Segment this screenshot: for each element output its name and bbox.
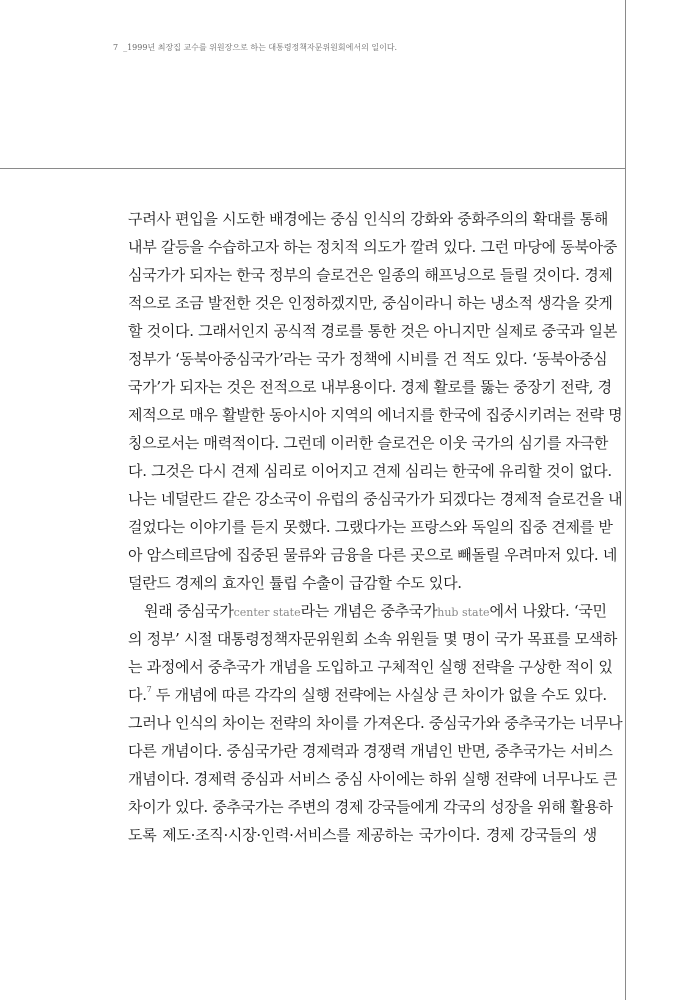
text-run: 에서 나왔다. ‘국민 (489, 602, 607, 620)
footnote-reference[interactable]: 7 (146, 685, 152, 694)
footnote-separator-rule (0, 168, 626, 169)
footnote-text: _1999년 최장집 교수를 위원장으로 하는 대통령정책자문위원회에서의 일이다. (123, 43, 398, 52)
text-line: 나는 네덜란드 같은 강소국이 유럽의 중심국가가 되겠다는 경제적 슬로건을 내 (128, 490, 623, 508)
text-line: 국가’가 되자는 것은 전적으로 내부용이다. 경제 활로를 뚫는 중장기 전략, 경 (128, 378, 612, 396)
text-line: 내부 갈등을 수습하고자 하는 정치적 의도가 깔려 있다. 그런 마당에 동북아중 (128, 238, 618, 256)
english-gloss: hub state (437, 606, 490, 619)
text-line: 는 과정에서 중추국가 개념을 도입하고 구체적인 실행 전략을 구상한 적이 있 (128, 658, 613, 676)
text-line: 다른 개념이다. 중심국가란 경제력과 경쟁력 개념인 반면, 중추국가는 서비스 (128, 742, 613, 760)
text-line: 제적으로 매우 활발한 동아시아 지역의 에너지를 한국에 집중시키려는 전략 명 (128, 406, 623, 424)
text-line: 할 것이다. 그래서인지 공식적 경로를 통한 것은 아니지만 실제로 중국과 일본 (128, 322, 618, 340)
text-line: 차이가 있다. 중추국가는 주변의 경제 강국들에게 각국의 성장을 위해 활용하 (128, 798, 613, 816)
text-run: 원래 중심국가 (144, 602, 234, 620)
text-line: 덜란드 경제의 효자인 튤립 수출이 급감할 수도 있다. (128, 574, 462, 592)
text-line: 심국가가 되자는 한국 정부의 슬로건은 일종의 해프닝으로 들릴 것이다. 경제 (128, 266, 613, 284)
text-run: 다. (128, 686, 147, 704)
text-line: 칭으로서는 매력적이다. 그런데 이러한 슬로건은 이웃 국가의 심기를 자극한 (128, 434, 609, 452)
text-line: 정부가 ‘동북아중심국가’라는 국가 정책에 시비를 건 적도 있다. ‘동북아중심 (128, 350, 608, 368)
text-line: 걸었다는 이야기를 듣지 못했다. 그랬다가는 프랑스와 독일의 집중 견제를 받 (128, 518, 613, 536)
text-line: 도록 제도·조직·시장·인력·서비스를 제공하는 국가이다. 경제 강국들의 생 (128, 826, 597, 844)
text-line: 구려사 편입을 시도한 배경에는 중심 인식의 강화와 중화주의의 확대를 통해 (128, 210, 609, 228)
text-line: 개념이다. 경제력 중심과 서비스 중심 사이에는 하위 실행 전략에 너무나도 큰 (128, 770, 618, 788)
footnote-number: 7 (113, 43, 119, 52)
text-line (128, 681, 607, 709)
body-text (128, 205, 623, 849)
text-run: 라는 개념은 중추국가 (300, 602, 438, 620)
footnote (113, 42, 397, 54)
text-line: 아 암스테르담에 집중된 물류와 금융을 다른 곳으로 빼돌릴 우려마저 있다. 네 (128, 546, 618, 564)
text-run: 두 개념에 따른 각각의 실행 전략에는 사실상 큰 차이가 없을 수도 있다. (151, 686, 607, 704)
text-line (128, 597, 607, 625)
text-line: 적으로 조금 발전한 것은 인정하겠지만, 중심이라니 하는 냉소적 생각을 갖게 (128, 294, 613, 312)
page-margin-vertical-rule (625, 0, 626, 1000)
english-gloss: center state (233, 606, 301, 619)
text-line: 다. 그것은 다시 견제 심리로 이어지고 견제 심리는 한국에 유리할 것이 없다. (128, 462, 612, 480)
text-line: 그러나 인식의 차이는 전략의 차이를 가져온다. 중심국가와 중추국가는 너무나 (128, 714, 623, 732)
text-line: 의 정부’ 시절 대통령정책자문위원회 소속 위원들 몇 명이 국가 목표를 모색하 (128, 630, 618, 648)
